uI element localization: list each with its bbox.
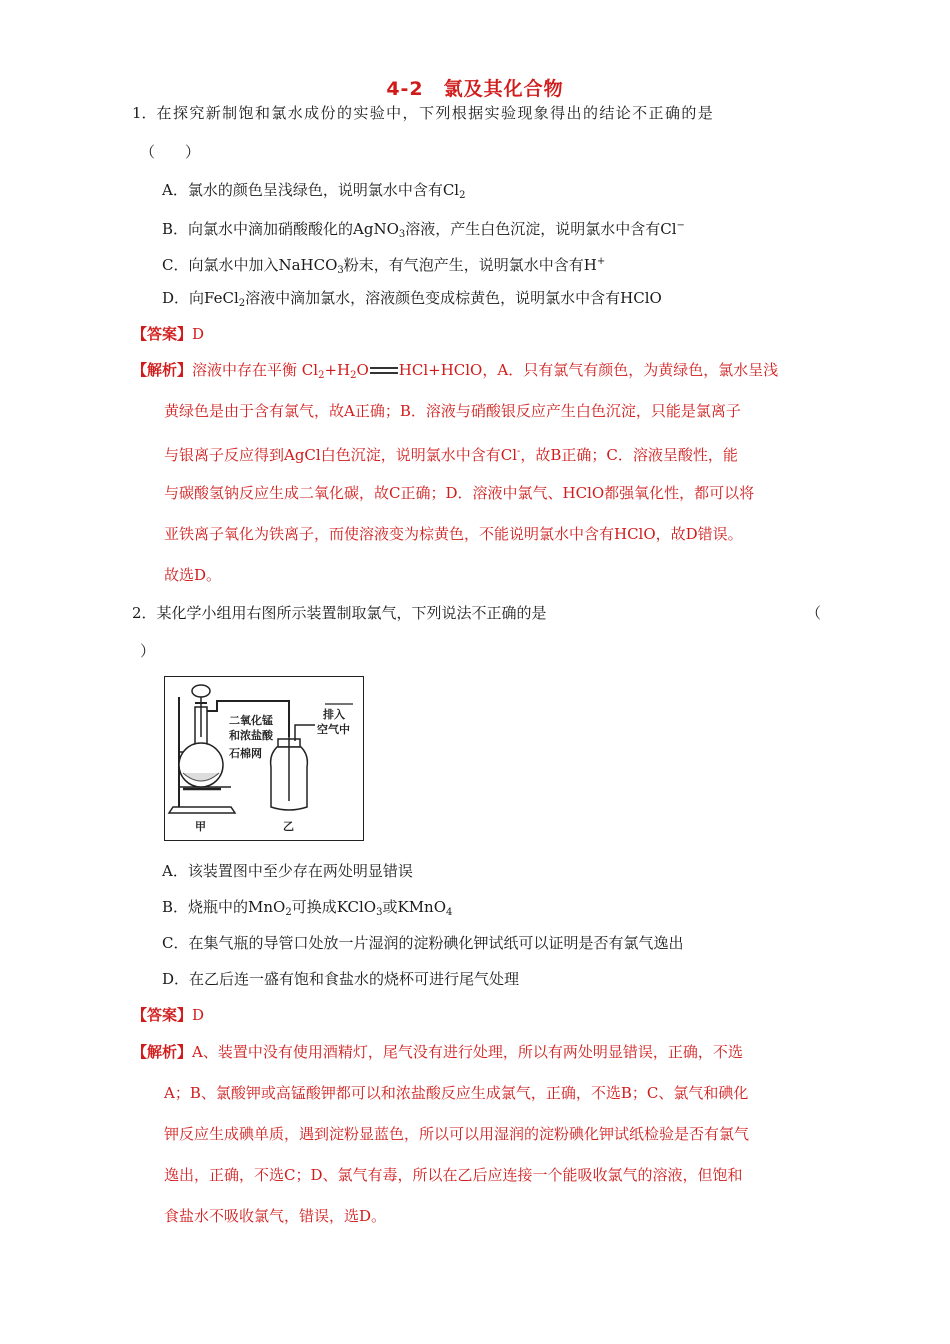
q1-analysis-line-1: 【解析】溶液中存在平衡 $Cl_2+H_2O$ HCl+HClO，A．只有氯气有颜色，为黄绿色，氯水呈浅 <box>132 361 779 381</box>
q2-option-a: A．该装置图中至少存在两处明显错误 <box>162 862 413 880</box>
q2-analysis-line-5: 食盐水不吸收氯气，错误，选D。 <box>164 1207 387 1225</box>
label-exhaust-2: 空气中 <box>317 723 350 736</box>
q2-analysis-line-3: 钾反应生成碘单质，遇到淀粉显蓝色，所以可以用湿润的淀粉碘化钾试纸检验是否有氯气 <box>164 1125 750 1143</box>
label-reagents-2: 和浓盐酸 <box>229 729 273 742</box>
q2-option-b: B．烧瓶中的MnO$_2$可换成KClO$_3$或KMnO$_4$ <box>162 898 453 918</box>
q1-blank: （ ） <box>140 143 201 161</box>
q1-analysis-line-2: 黄绿色是由于含有氯气，故A正确；B．溶液与硝酸银反应产生白色沉淀，只能是氯离子 <box>164 402 741 420</box>
label-yi: 乙 <box>283 820 294 833</box>
analysis-tag: 【解析】 <box>132 361 193 379</box>
q1-option-a: A．氯水的颜色呈浅绿色，说明氯水中含有$Cl_2$ <box>162 181 466 201</box>
label-asbestos: 石棉网 <box>229 747 262 760</box>
q1-option-d: D．向FeCl$_2$溶液中滴加氯水，溶液颜色变成棕黄色，说明氯水中含有HClO <box>162 289 662 309</box>
q1-analysis-line-6: 故选D。 <box>164 566 222 584</box>
answer-tag: 【答案】 <box>132 325 193 343</box>
q1-option-b: B．向氯水中滴加硝酸酸化的AgNO$_3$溶液，产生白色沉淀，说明氯水中含有Cl− <box>162 220 685 240</box>
q2-stem: 2．某化学小组用右图所示装置制取氯气，下列说法不正确的是 <box>132 604 547 622</box>
q2-paren-open: （ <box>806 604 822 622</box>
q2-option-d: D．在乙后连一盛有饱和食盐水的烧杯可进行尾气处理 <box>162 970 520 988</box>
q1-stem: 1．在探究新制饱和氯水成份的实验中，下列根据实验现象得出的结论不正确的是 <box>132 104 715 122</box>
q2-answer: 【答案】D <box>132 1006 205 1024</box>
label-reagents-1: 二氧化锰 <box>229 714 273 727</box>
q2-analysis-line-1: 【解析】A、装置中没有使用酒精灯，尾气没有进行处理，所以有两处明显错误，正确，不选 <box>132 1043 743 1061</box>
answer-tag: 【答案】 <box>132 1006 193 1024</box>
equilibrium-arrow-icon <box>370 366 398 376</box>
page-title: 4-2 氯及其化合物 <box>386 78 564 100</box>
q1-analysis-line-5: 亚铁离子氧化为铁离子，而使溶液变为棕黄色，不能说明氯水中含有HClO，故D错误。 <box>164 525 743 543</box>
q1-option-c: C．向氯水中加入NaHCO$_3$粉末，有气泡产生，说明氯水中含有H+ <box>162 256 606 276</box>
q1-analysis-line-3: 与银离子反应得到AgCl白色沉淀，说明氯水中含有Cl-，故B正确；C．溶液呈酸性，能 <box>164 446 738 464</box>
q2-paren-close: ） <box>140 642 156 660</box>
label-exhaust-1: 排入 <box>323 708 345 721</box>
q1-analysis-line-4: 与碳酸氢钠反应生成二氧化碳，故C正确；D．溶液中氯气、HClO都强氧化性，都可以将 <box>164 484 755 502</box>
q2-option-c: C．在集气瓶的导管口处放一片湿润的淀粉碘化钾试纸可以证明是否有氯气逸出 <box>162 934 684 952</box>
q2-number: 2． <box>132 604 157 622</box>
apparatus-diagram <box>165 677 363 840</box>
q2-analysis-line-2: A；B、氯酸钾或高锰酸钾都可以和浓盐酸反应生成氯气，正确，不选B；C、氯气和碘化 <box>164 1084 749 1102</box>
q1-answer: 【答案】D <box>132 325 205 343</box>
q1-number: 1． <box>132 104 157 122</box>
q2-analysis-line-4: 逸出，正确，不选C；D、氯气有毒，所以在乙后应连接一个能吸收氯气的溶液，但饱和 <box>164 1166 743 1184</box>
separatory-funnel <box>192 685 210 697</box>
stand-base <box>169 807 235 813</box>
analysis-tag: 【解析】 <box>132 1043 193 1061</box>
apparatus-figure <box>164 676 364 841</box>
label-jia: 甲 <box>195 820 206 833</box>
